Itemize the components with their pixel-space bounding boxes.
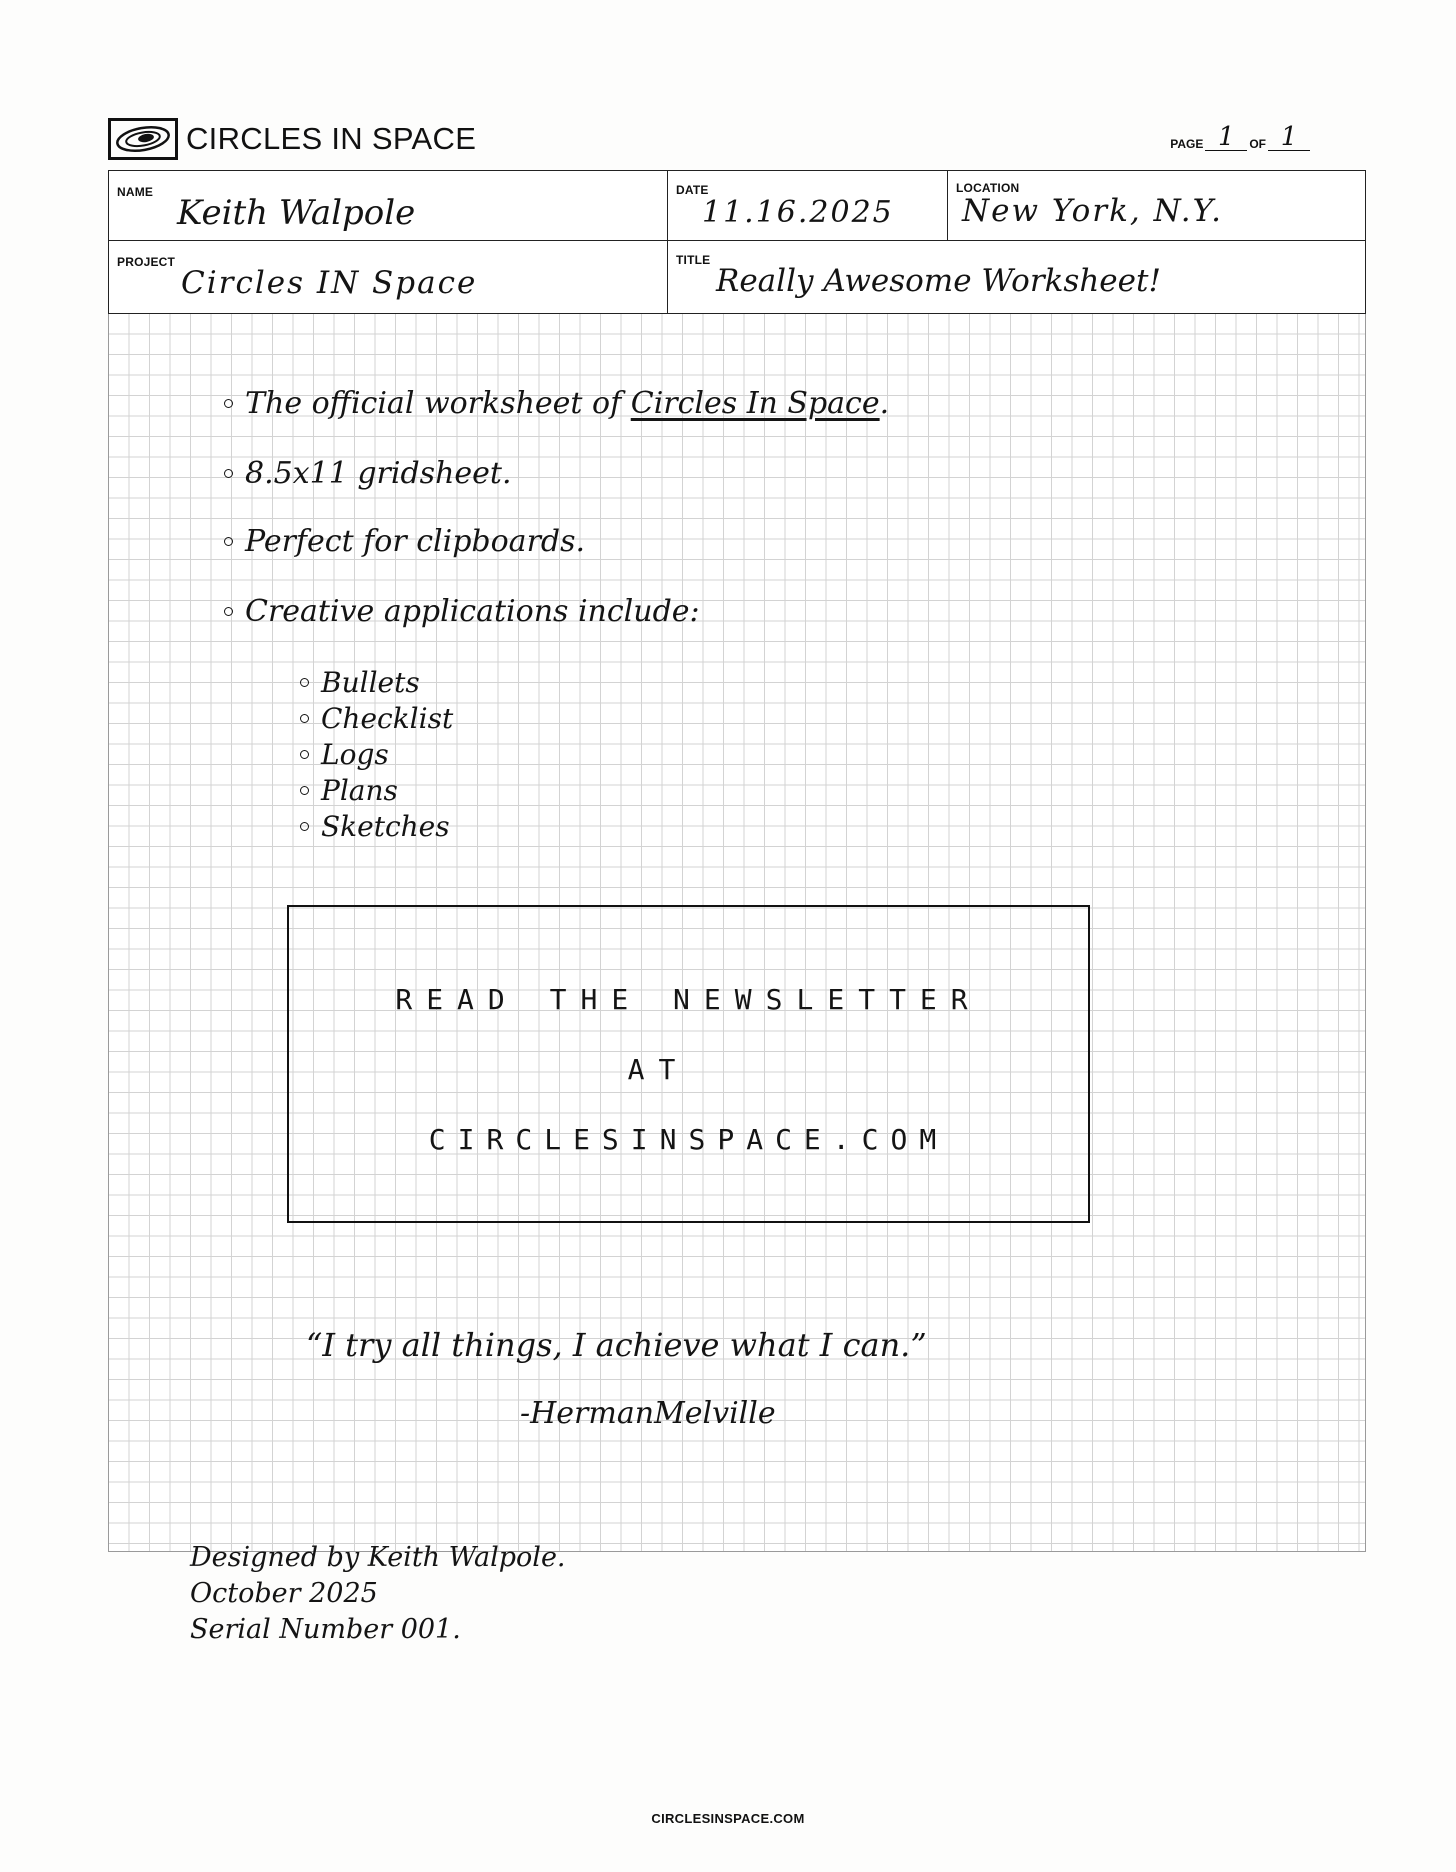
bullet-item [224, 456, 512, 491]
date-cell [668, 171, 948, 241]
page-label: PAGE [1170, 137, 1204, 151]
sub-bullet-text: Plans [321, 774, 398, 807]
bullet-text: Creative applications include: [245, 594, 700, 629]
bullet-text [245, 386, 889, 421]
newsletter-line-2: AT [627, 1053, 690, 1086]
sub-bullet-text: Sketches [321, 810, 450, 843]
brand-header [108, 118, 476, 160]
newsletter-line-3: CIRCLESINSPACE.COM [428, 1123, 949, 1156]
credits-date: October 2025 [190, 1578, 378, 1609]
sub-bullet-item [300, 810, 450, 843]
page-counter [1170, 124, 1310, 151]
bullet-circle-icon [300, 714, 309, 723]
bullet-item [224, 524, 585, 559]
credits-serial: Serial Number 001. [190, 1614, 461, 1645]
project-value: Circles IN Space [181, 265, 478, 301]
planet-ring-icon [108, 118, 178, 160]
title-label: TITLE [676, 253, 711, 267]
name-cell [109, 171, 668, 241]
bullet-suffix: . [879, 386, 890, 421]
brand-reference: Circles In Space [630, 386, 880, 421]
credits-designer: Designed by Keith Walpole. [190, 1542, 566, 1573]
page-total: 1 [1268, 124, 1310, 151]
name-label: NAME [117, 185, 154, 199]
project-label: PROJECT [117, 255, 176, 269]
footer-url: CIRCLESINSPACE.COM [651, 1811, 805, 1826]
of-label: OF [1249, 137, 1266, 151]
page-number: 1 [1205, 124, 1247, 151]
bullet-item [224, 386, 889, 421]
bullet-circle-icon [300, 678, 309, 687]
quote-author: -HermanMelville [520, 1396, 776, 1431]
sub-bullet-item [300, 702, 453, 735]
sub-bullet-item [300, 738, 389, 771]
bullet-circle-icon [224, 399, 233, 408]
date-label: DATE [676, 183, 709, 197]
brand-name: CIRCLES IN SPACE [186, 121, 477, 156]
info-table [108, 170, 1366, 314]
bullet-circle-icon [224, 537, 233, 546]
newsletter-box [287, 905, 1090, 1223]
date-value: 11.16.2025 [702, 195, 894, 230]
bullet-circle-icon [300, 786, 309, 795]
bullet-item [224, 594, 700, 629]
sub-bullet-item [300, 774, 398, 807]
bullet-prefix: The official worksheet of [245, 386, 631, 421]
sub-bullet-text: Checklist [321, 702, 454, 735]
bullet-circle-icon [224, 469, 233, 478]
name-value: Keith Walpole [177, 193, 416, 233]
title-cell [668, 241, 1365, 313]
location-label: LOCATION [956, 181, 1020, 195]
bullet-text: Perfect for clipboards. [245, 524, 586, 559]
bullet-circle-icon [300, 822, 309, 831]
quote-text: “I try all things, I achieve what I can.” [306, 1326, 927, 1364]
bullet-circle-icon [224, 607, 233, 616]
location-cell [948, 171, 1365, 241]
title-value: Really Awesome Worksheet! [716, 263, 1161, 299]
location-value: New York, N.Y. [962, 193, 1223, 229]
project-cell [109, 241, 668, 313]
newsletter-line-1: READ THE NEWSLETTER [395, 983, 982, 1016]
bullet-text: 8.5x11 gridsheet. [245, 456, 512, 491]
credits-block [190, 1540, 566, 1648]
sub-bullet-item [300, 666, 420, 699]
sub-bullet-text: Logs [321, 738, 389, 771]
bullet-circle-icon [300, 750, 309, 759]
sub-bullet-text: Bullets [321, 666, 420, 699]
